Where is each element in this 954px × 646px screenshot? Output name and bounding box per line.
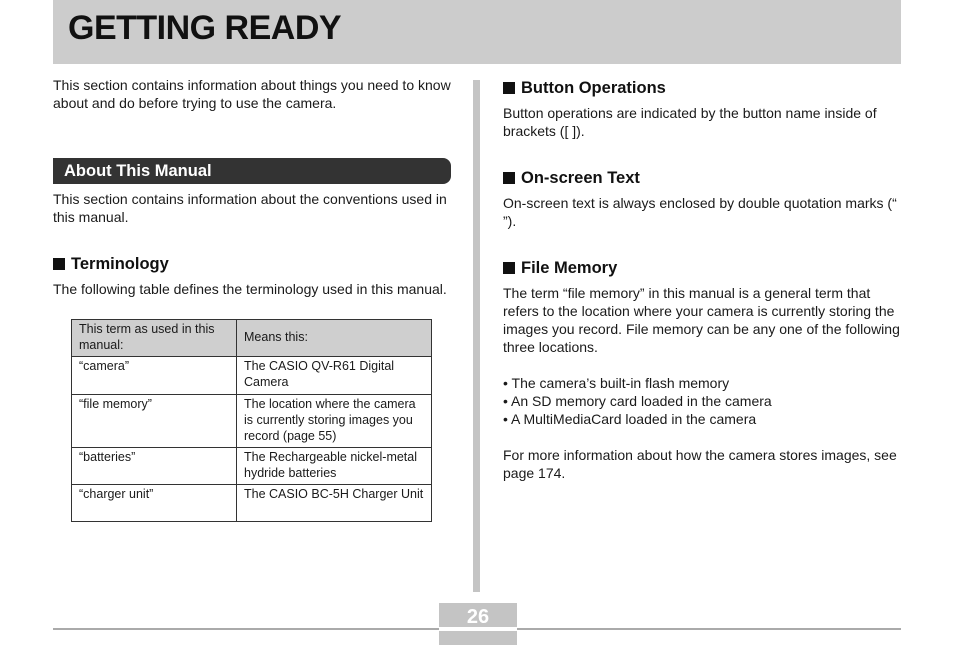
table-row <box>72 357 432 395</box>
table-header-row <box>72 320 432 357</box>
table-row <box>72 448 432 485</box>
table-cell-term: “batteries” <box>72 448 237 485</box>
intro-text: This section contains information about things you need to know about and do before trying to use the camera. <box>53 77 451 111</box>
file-memory-heading-text: File Memory <box>521 259 618 277</box>
terminology-text: The following table defines the terminology used in this manual. <box>53 281 447 297</box>
about-manual-text: This section contains information about the conventions used in this manual. <box>53 191 447 225</box>
table-cell-meaning: The CASIO BC-5H Charger Unit <box>237 485 432 522</box>
square-bullet-icon <box>503 82 515 94</box>
table-header-term: This term as used in this manual: <box>72 320 237 357</box>
table-row <box>72 395 432 448</box>
terminology-table <box>71 319 432 522</box>
list-item: • A MultiMediaCard loaded in the camera <box>503 411 757 427</box>
terminology-heading-text: Terminology <box>71 255 169 273</box>
list-item: • An SD memory card loaded in the camera <box>503 393 772 409</box>
table-cell-meaning: The location where the camera is currently storing images you record (page 55) <box>237 395 432 448</box>
column-divider <box>473 80 480 592</box>
file-memory-locations-list <box>503 374 903 428</box>
page-number: 26 <box>466 606 490 628</box>
table-cell-term: “file memory” <box>72 395 237 448</box>
file-memory-heading <box>503 258 903 278</box>
square-bullet-icon <box>53 258 65 270</box>
table-header-meaning: Means this: <box>237 320 432 357</box>
square-bullet-icon <box>503 262 515 274</box>
section-bar-about-manual <box>53 158 451 184</box>
list-item: • The camera’s built-in flash memory <box>503 375 730 391</box>
section-title: About This Manual <box>64 162 212 180</box>
file-memory-footer-text: For more information about how the camera stores images, see page 174. <box>503 447 897 481</box>
button-ops-text: Button operations are indicated by the button name inside of brackets ([ ]). <box>503 105 877 139</box>
table-cell-meaning: The CASIO QV-R61 Digital Camera <box>237 357 432 395</box>
table-row <box>72 485 432 522</box>
file-memory-text: The term “file memory” in this manual is a general term that refers to the location where your camera is currently storing the images you record. File memory can be any one of the following three locations. <box>503 285 900 355</box>
page-title: GETTING READY <box>68 9 342 47</box>
left-column <box>53 76 453 522</box>
table-cell-term: “charger unit” <box>72 485 237 522</box>
right-column <box>503 76 903 482</box>
terminology-heading <box>53 254 453 274</box>
table-cell-term: “camera” <box>72 357 237 395</box>
onscreen-text-body: On-screen text is always enclosed by double quotation marks (“ ”). <box>503 195 897 229</box>
square-bullet-icon <box>503 172 515 184</box>
table-cell-meaning: The Rechargeable nickel-metal hydride batteries <box>237 448 432 485</box>
onscreen-text-heading-text: On-screen Text <box>521 169 640 187</box>
button-ops-heading-text: Button Operations <box>521 79 666 97</box>
button-ops-heading <box>503 78 903 98</box>
onscreen-text-heading <box>503 168 903 188</box>
